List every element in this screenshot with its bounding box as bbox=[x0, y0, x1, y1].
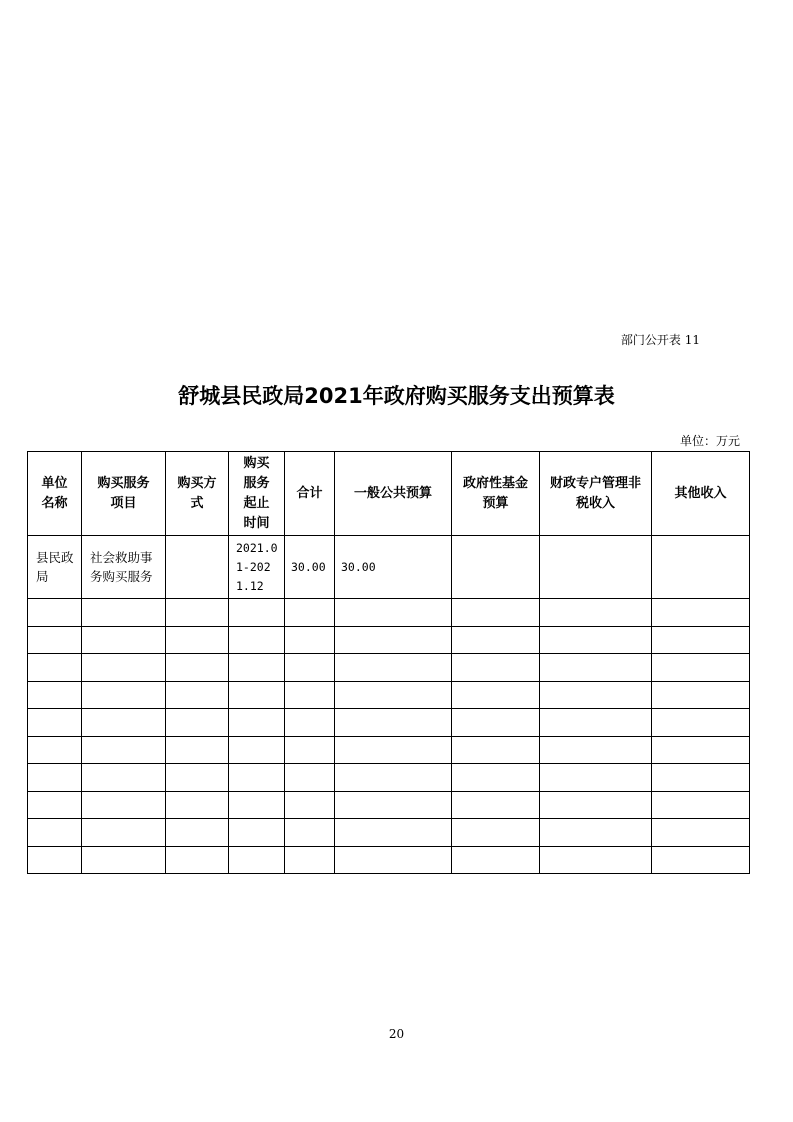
empty-cell bbox=[229, 681, 285, 709]
empty-cell bbox=[28, 599, 82, 627]
empty-cell bbox=[28, 791, 82, 819]
empty-cell bbox=[452, 791, 540, 819]
empty-cell bbox=[540, 736, 652, 764]
cell-other-income bbox=[652, 536, 750, 599]
empty-cell bbox=[82, 846, 166, 874]
empty-cell bbox=[285, 846, 335, 874]
empty-cell bbox=[540, 819, 652, 847]
empty-cell bbox=[285, 654, 335, 682]
empty-cell bbox=[285, 791, 335, 819]
empty-table-row bbox=[28, 599, 750, 627]
empty-table-row bbox=[28, 681, 750, 709]
empty-table-row bbox=[28, 764, 750, 792]
empty-cell bbox=[652, 736, 750, 764]
empty-cell bbox=[652, 709, 750, 737]
empty-cell bbox=[335, 709, 452, 737]
table-header-row bbox=[28, 452, 750, 536]
cell-service-item: 社会救助事务购买服务 bbox=[82, 536, 166, 599]
empty-cell bbox=[285, 764, 335, 792]
cell-special-account-income bbox=[540, 536, 652, 599]
cell-total: 30.00 bbox=[285, 536, 335, 599]
empty-cell bbox=[452, 681, 540, 709]
empty-cell bbox=[285, 709, 335, 737]
empty-cell bbox=[285, 599, 335, 627]
empty-cell bbox=[166, 819, 229, 847]
page-title: 舒城县民政局2021年政府购买服务支出预算表 bbox=[178, 384, 615, 408]
empty-cell bbox=[229, 709, 285, 737]
empty-cell bbox=[335, 764, 452, 792]
cell-purchase-method bbox=[166, 536, 229, 599]
empty-cell bbox=[166, 736, 229, 764]
empty-cell bbox=[82, 736, 166, 764]
empty-cell bbox=[540, 846, 652, 874]
empty-cell bbox=[229, 819, 285, 847]
empty-cell bbox=[452, 599, 540, 627]
empty-cell bbox=[285, 626, 335, 654]
empty-cell bbox=[540, 709, 652, 737]
empty-cell bbox=[652, 681, 750, 709]
empty-cell bbox=[335, 599, 452, 627]
empty-cell bbox=[229, 654, 285, 682]
empty-cell bbox=[28, 846, 82, 874]
empty-cell bbox=[166, 791, 229, 819]
empty-cell bbox=[452, 764, 540, 792]
empty-cell bbox=[28, 764, 82, 792]
empty-cell bbox=[82, 654, 166, 682]
empty-cell bbox=[452, 819, 540, 847]
empty-cell bbox=[285, 819, 335, 847]
cell-service-period: 2021.01-2021.12 bbox=[229, 536, 285, 599]
empty-cell bbox=[652, 791, 750, 819]
empty-cell bbox=[540, 626, 652, 654]
empty-cell bbox=[82, 626, 166, 654]
empty-cell bbox=[335, 626, 452, 654]
empty-cell bbox=[335, 681, 452, 709]
empty-cell bbox=[335, 654, 452, 682]
empty-cell bbox=[452, 626, 540, 654]
empty-cell bbox=[229, 764, 285, 792]
empty-cell bbox=[652, 626, 750, 654]
empty-cell bbox=[335, 791, 452, 819]
empty-cell bbox=[229, 846, 285, 874]
empty-cell bbox=[166, 709, 229, 737]
empty-cell bbox=[452, 846, 540, 874]
empty-cell bbox=[652, 764, 750, 792]
budget-table bbox=[27, 451, 750, 874]
empty-table-row bbox=[28, 819, 750, 847]
empty-cell bbox=[28, 709, 82, 737]
column-header-other-income: 其他收入 bbox=[652, 452, 750, 536]
empty-cell bbox=[82, 709, 166, 737]
page-number: 20 bbox=[388, 1027, 405, 1041]
table-row bbox=[28, 536, 750, 599]
column-header-purchase-method: 购买方式 bbox=[166, 452, 229, 536]
empty-cell bbox=[28, 654, 82, 682]
column-header-general-budget: 一般公共预算 bbox=[335, 452, 452, 536]
column-header-service-period: 购买服务起止时间 bbox=[229, 452, 285, 536]
empty-cell bbox=[229, 791, 285, 819]
empty-cell bbox=[166, 846, 229, 874]
empty-cell bbox=[652, 819, 750, 847]
cell-fund-budget bbox=[452, 536, 540, 599]
unit-label: 单位：万元 bbox=[679, 434, 740, 448]
empty-cell bbox=[166, 764, 229, 792]
empty-cell bbox=[452, 654, 540, 682]
empty-table-row bbox=[28, 709, 750, 737]
empty-cell bbox=[540, 791, 652, 819]
empty-table-row bbox=[28, 736, 750, 764]
empty-cell bbox=[82, 681, 166, 709]
empty-table-row bbox=[28, 846, 750, 874]
empty-cell bbox=[82, 599, 166, 627]
column-header-fund-budget: 政府性基金预算 bbox=[452, 452, 540, 536]
empty-cell bbox=[82, 819, 166, 847]
empty-cell bbox=[652, 846, 750, 874]
empty-cell bbox=[335, 846, 452, 874]
empty-table-row bbox=[28, 654, 750, 682]
table-id-label: 部门公开表 11 bbox=[620, 333, 700, 347]
empty-cell bbox=[540, 654, 652, 682]
empty-cell bbox=[166, 681, 229, 709]
column-header-unit-name: 单位名称 bbox=[28, 452, 82, 536]
empty-cell bbox=[28, 819, 82, 847]
empty-cell bbox=[166, 626, 229, 654]
empty-cell bbox=[540, 681, 652, 709]
empty-cell bbox=[82, 764, 166, 792]
empty-cell bbox=[285, 736, 335, 764]
empty-cell bbox=[540, 599, 652, 627]
cell-unit-name: 县民政局 bbox=[28, 536, 82, 599]
empty-cell bbox=[28, 736, 82, 764]
empty-cell bbox=[229, 736, 285, 764]
empty-cell bbox=[229, 599, 285, 627]
empty-cell bbox=[335, 819, 452, 847]
empty-cell bbox=[82, 791, 166, 819]
empty-cell bbox=[540, 764, 652, 792]
empty-cell bbox=[452, 736, 540, 764]
empty-cell bbox=[652, 599, 750, 627]
empty-cell bbox=[285, 681, 335, 709]
empty-cell bbox=[28, 626, 82, 654]
empty-table-row bbox=[28, 626, 750, 654]
column-header-total: 合计 bbox=[285, 452, 335, 536]
empty-cell bbox=[652, 654, 750, 682]
empty-table-row bbox=[28, 791, 750, 819]
column-header-special-account-income: 财政专户管理非税收入 bbox=[540, 452, 652, 536]
empty-cell bbox=[452, 709, 540, 737]
empty-cell bbox=[166, 654, 229, 682]
empty-cell bbox=[166, 599, 229, 627]
empty-cell bbox=[28, 681, 82, 709]
cell-general-budget: 30.00 bbox=[335, 536, 452, 599]
empty-cell bbox=[335, 736, 452, 764]
column-header-service-item: 购买服务项目 bbox=[82, 452, 166, 536]
empty-cell bbox=[229, 626, 285, 654]
